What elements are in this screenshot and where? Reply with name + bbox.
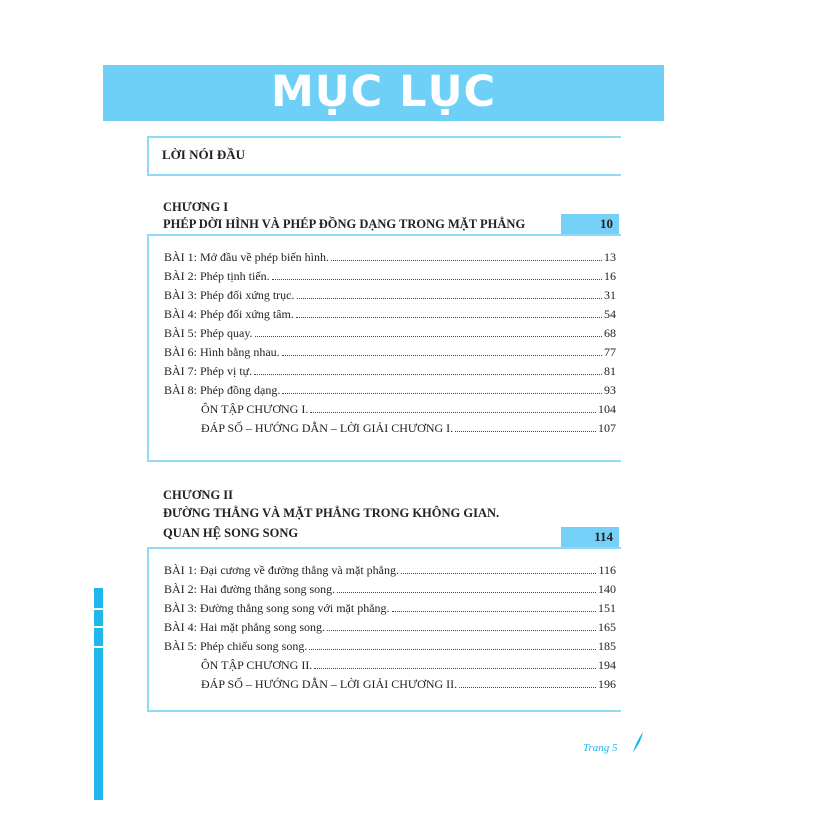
dot-leader <box>296 317 602 318</box>
dot-leader <box>310 412 596 413</box>
toc-entry-page: 54 <box>604 307 616 321</box>
toc-entry-page: 194 <box>598 658 616 672</box>
dot-leader <box>331 260 602 261</box>
chapter-2-title-line1: ĐƯỜNG THẲNG VÀ MẶT PHẲNG TRONG KHÔNG GIAN. <box>163 506 500 520</box>
chapter-2-list <box>147 547 621 712</box>
chapter-2-title-line2: QUAN HỆ SONG SONG <box>163 526 299 540</box>
dot-leader <box>272 279 602 280</box>
toc-entry[interactable] <box>164 618 616 635</box>
accent-bar-gap <box>94 626 103 628</box>
accent-bar-gap <box>94 646 103 648</box>
toc-entry-title: BÀI 5: Phép quay. <box>164 326 253 340</box>
dot-leader <box>254 374 602 375</box>
toc-entry-title: BÀI 6: Hình bằng nhau. <box>164 345 280 359</box>
dot-leader <box>255 336 602 337</box>
chapter-1-list <box>147 234 621 462</box>
chapter-1-page: 10 <box>561 214 619 234</box>
chapter-1-title: PHÉP DỜI HÌNH VÀ PHÉP ĐỒNG DẠNG TRONG MẶT PHẲNG <box>163 217 526 231</box>
toc-entry-title: BÀI 3: Đường thẳng song song với mặt phẳng. <box>164 601 390 615</box>
toc-entry[interactable] <box>164 561 616 578</box>
toc-entry[interactable] <box>164 599 616 616</box>
toc-entry-title: ĐÁP SỐ – HƯỚNG DẪN – LỜI GIẢI CHƯƠNG II. <box>201 677 458 691</box>
preface-label: LỜI NÓI ĐẦU <box>162 147 246 162</box>
toc-entry-page: 68 <box>604 326 616 340</box>
toc-entry-page: 151 <box>598 601 616 615</box>
toc-entry-title: ÔN TẬP CHƯƠNG I. <box>201 402 309 416</box>
toc-entry[interactable] <box>164 343 616 360</box>
toc-entry[interactable] <box>164 248 616 265</box>
dot-leader <box>392 611 596 612</box>
toc-entry-title: BÀI 4: Hai mặt phẳng song song. <box>164 620 325 634</box>
toc-entry-page: 140 <box>598 582 616 596</box>
toc-entry-page: 116 <box>598 563 616 577</box>
dot-leader <box>337 592 596 593</box>
toc-entry[interactable] <box>164 637 616 654</box>
toc-entry[interactable] <box>164 267 616 284</box>
toc-entry-title: BÀI 2: Hai đường thẳng song song. <box>164 582 336 596</box>
page-number-footer: Trang 5 <box>583 742 618 754</box>
dot-leader <box>314 668 596 669</box>
toc-entry-page: 185 <box>598 639 616 653</box>
toc-entry-page: 93 <box>604 383 616 397</box>
toc-entry-title: BÀI 7: Phép vị tự. <box>164 364 253 378</box>
toc-entry[interactable] <box>201 400 616 417</box>
dot-leader <box>459 687 596 688</box>
toc-entry-title: BÀI 5: Phép chiếu song song. <box>164 639 308 653</box>
toc-entry-title: BÀI 2: Phép tịnh tiến. <box>164 269 270 283</box>
toc-entry-title: BÀI 8: Phép đồng dạng. <box>164 383 281 397</box>
toc-entry-page: 13 <box>604 250 616 264</box>
toc-entry[interactable] <box>201 419 616 436</box>
chapter-2-page: 114 <box>561 527 619 547</box>
title-banner <box>103 65 664 121</box>
chapter-2-label: CHƯƠNG II <box>163 488 234 502</box>
toc-entry-page: 107 <box>598 421 616 435</box>
toc-entry[interactable] <box>164 381 616 398</box>
preface-box[interactable] <box>147 136 621 176</box>
toc-entry[interactable] <box>164 324 616 341</box>
toc-entry[interactable] <box>201 656 616 673</box>
dot-leader <box>297 298 603 299</box>
dot-leader <box>327 630 596 631</box>
page-title: MỤC LỤC <box>270 67 497 117</box>
toc-entry-page: 104 <box>598 402 616 416</box>
toc-entry-page: 165 <box>598 620 616 634</box>
toc-entry-title: BÀI 3: Phép đối xứng trục. <box>164 288 295 302</box>
toc-entry-page: 16 <box>604 269 616 283</box>
dot-leader <box>455 431 596 432</box>
toc-entry[interactable] <box>164 286 616 303</box>
feather-icon <box>631 730 645 754</box>
chapter-1-label: CHƯƠNG I <box>163 200 229 214</box>
toc-entry-title: BÀI 4: Phép đối xứng tâm. <box>164 307 294 321</box>
toc-entry[interactable] <box>164 362 616 379</box>
accent-bar-gap <box>94 608 103 610</box>
toc-entry-page: 81 <box>604 364 616 378</box>
dot-leader <box>401 573 596 574</box>
toc-entry-page: 31 <box>604 288 616 302</box>
dot-leader <box>309 649 596 650</box>
left-accent-bar <box>94 588 103 800</box>
toc-entry[interactable] <box>201 675 616 692</box>
dot-leader <box>282 393 602 394</box>
toc-entry[interactable] <box>164 305 616 322</box>
toc-entry-page: 196 <box>598 677 616 691</box>
toc-entry-page: 77 <box>604 345 616 359</box>
toc-entry-title: BÀI 1: Đại cương về đường thẳng và mặt phẳng. <box>164 563 399 577</box>
toc-entry-title: ÔN TẬP CHƯƠNG II. <box>201 658 313 672</box>
toc-entry-title: BÀI 1: Mở đầu về phép biến hình. <box>164 250 329 264</box>
dot-leader <box>282 355 602 356</box>
toc-entry[interactable] <box>164 580 616 597</box>
toc-entry-title: ĐÁP SỐ – HƯỚNG DẪN – LỜI GIẢI CHƯƠNG I. <box>201 421 454 435</box>
